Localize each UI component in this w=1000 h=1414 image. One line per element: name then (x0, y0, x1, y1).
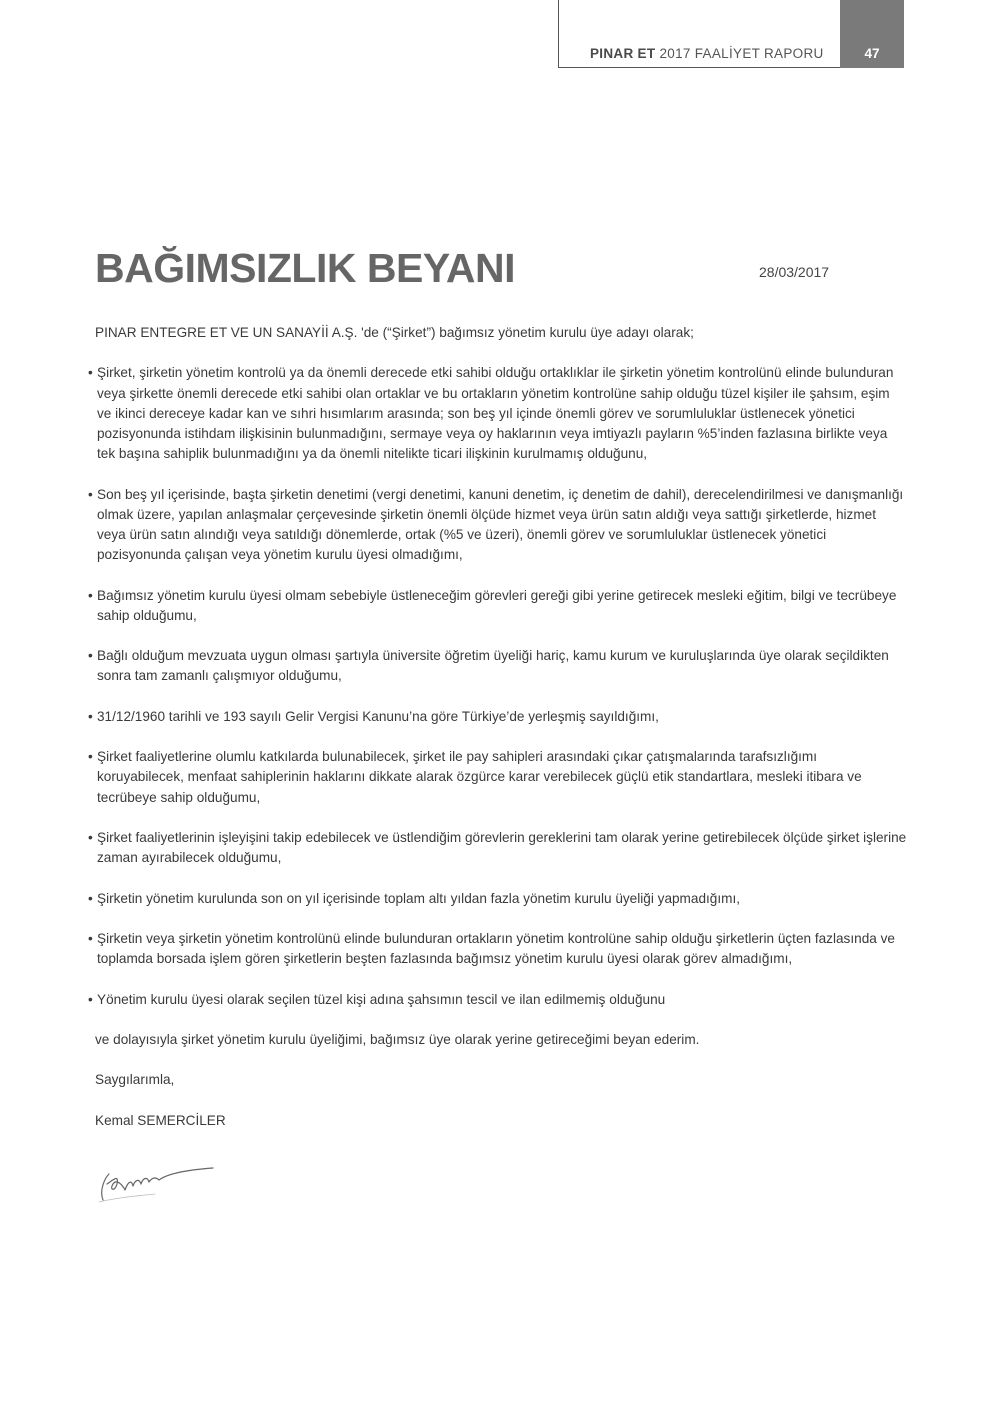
bullet-icon: • (88, 486, 93, 502)
bullet-icon: • (88, 587, 93, 603)
bullet-icon: • (88, 930, 93, 946)
list-item (88, 646, 907, 686)
report-header (590, 46, 824, 61)
document-date: 28/03/2017 (759, 264, 830, 280)
declaration-body (88, 323, 907, 1131)
list-item (88, 586, 907, 626)
list-item-text: Bağlı olduğum mevzuata uygun olması şartıyla üniversite öğretim üyeliği hariç, kamu kurum ve kuruluşlarında üye olarak seçildikten sonra tam zamanlı çalışmıyor olduğumu, (97, 648, 889, 684)
regards-line: Saygılarımla, (95, 1072, 175, 1088)
list-item-text: Şirket faaliyetlerinin işleyişini takip edebilecek ve üstlendiğim görevlerin gereklerini tam olarak yerine getirebilecek ölçüde şirket işlerine zaman ayırabilecek olduğumu, (97, 829, 907, 866)
list-item-text: Bağımsız yönetim kurulu üyesi olmam sebebiyle üstleneceğim görevleri gereği gibi yerine getirecek mesleki eğitim, bilgi ve tecrübeye sahip olduğumu, (97, 587, 897, 623)
bullet-icon: • (88, 890, 93, 906)
page-title: BAĞIMSIZLIK BEYANI (95, 245, 516, 291)
list-item (88, 990, 907, 1010)
intro-paragraph: PINAR ENTEGRE ET VE UN SANAYİİ A.Ş. 'de (“Şirket”) bağımsız yönetim kurulu üye adayı olarak; (95, 325, 694, 340)
signer-name: Kemal SEMERCİLER (95, 1112, 226, 1128)
report-brand: PINAR ET (590, 46, 656, 61)
bullet-icon: • (88, 365, 93, 381)
list-item (88, 889, 907, 909)
handwritten-signature-icon (95, 1160, 225, 1205)
list-item-text: Şirketin veya şirketin yönetim kontrolünü elinde bulunduran ortakların yönetim kontrolüne sahip olduğu şirketlerin üçten fazlasında ve toplamda borsada işlem gören şirketlerin beşten fazlasında bağımsız yönetim kurulu üyesi olarak görev almadığımı, (97, 930, 895, 967)
list-item-text: 31/12/1960 tarihli ve 193 sayılı Gelir Vergisi Kanunu’na göre Türkiye’de yerleşmiş sayıldığımı, (97, 708, 659, 724)
list-item (88, 363, 907, 464)
bullet-icon: • (88, 708, 93, 724)
list-item-text: Yönetim kurulu üyesi olarak seçilen tüzel kişi adına şahsımın tescil ve ilan edilmemiş olduğunu (97, 991, 666, 1007)
page-number: 47 (864, 46, 880, 61)
list-item (88, 707, 907, 727)
closing-paragraph: ve dolayısıyla şirket yönetim kurulu üyeliğimi, bağımsız üye olarak yerine getireceğimi beyan ederim. (95, 1031, 700, 1047)
bullet-icon: • (88, 829, 93, 845)
report-subtitle: 2017 FAALİYET RAPORU (659, 46, 824, 61)
list-item (88, 485, 907, 566)
list-item (88, 929, 907, 969)
list-item-text: Son beş yıl içerisinde, başta şirketin denetimi (vergi denetimi, kanuni denetim, iç denetim de dahil), derecelendirilmesi ve danışmanlığı olmak üzere, yapılan anlaşmalar çerçevesinde şirketin önemli ölçüde hizmet veya ürün satın aldığı veya sattığı şirketlerde, hizmet veya ürün satın alındığı veya satıldığı dönemlerde, ortak (%5 ve üzeri), önemli görev ve sorumluluklar üstlenecek yönetici pozisyonunda çalışan veya yönetim kurulu üyesi olmadığımı, (97, 486, 904, 563)
bullet-icon: • (88, 648, 93, 664)
bullet-icon: • (88, 991, 93, 1007)
list-item-text: Şirket faaliyetlerine olumlu katkılarda bulunabilecek, şirket ile pay sahipleri arasındaki çıkar çatışmalarında tarafsızlığımı koruyabilecek, menfaat sahiplerinin haklarını dikkate alarak özgürce karar verebilecek güçlü etik standartlara, mesleki itibara ve tecrübeye sahip olduğumu, (97, 749, 862, 805)
list-item (88, 828, 907, 868)
list-item (88, 747, 907, 808)
list-item-text: Şirketin yönetim kurulunda son on yıl içerisinde toplam altı yıldan fazla yönetim kurulu üyeliği yapmadığımı, (97, 890, 740, 906)
bullet-icon: • (88, 749, 93, 765)
list-item-text: Şirket, şirketin yönetim kontrolü ya da önemli derecede etki sahibi olduğu ortaklıklar ile şirketin yönetim kontrolünü elinde bulunduran veya şirkette önemli derecede etki sahibi olan ortaklar ve bu ortakların yönetim kontrolüne sahip olduğu tüzel kişiler ile şahsım, eşim ve ikinci dereceye kadar kan ve sıhri hısımlarım arasında; son beş yıl içinde önemli görev ve sorumluluklar üstlenecek yönetici pozisyonunda istihdam ilişkisinin bulunmadığını, sermaye veya oy haklarının veya imtiyazlı payların %5’inden fazlasına birlikte veya tek başına sahiplik bulunmadığını ya da önemli nitelikte ticari ilişkinin kurulmamış olduğunu, (97, 365, 894, 462)
